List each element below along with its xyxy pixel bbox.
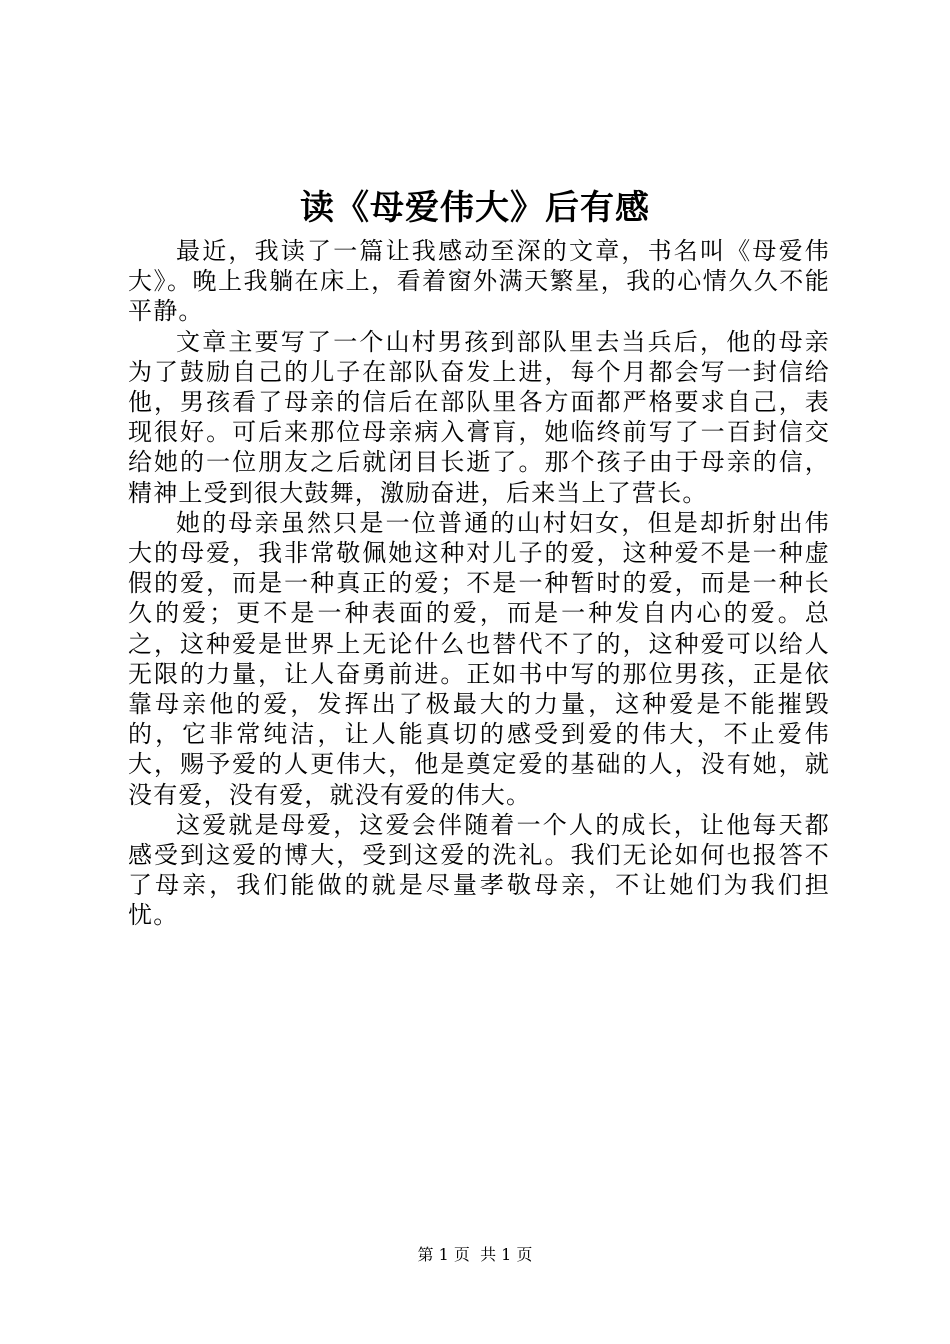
paragraph-4: 这爱就是母爱，这爱会伴随着一个人的成长，让他每天都感受到这爱的博大，受到这爱的洗礼。我们无论如何也报答不了母亲，我们能做的就是尽量孝敬母亲，不让她们为我们担忧。 (128, 810, 830, 930)
document-title: 读《母爱伟大》后有感 (300, 188, 650, 228)
page-number-label: 第 1 页 共 1 页 (417, 1245, 533, 1264)
document-body (128, 236, 830, 931)
paragraph-3: 她的母亲虽然只是一位普通的山村妇女，但是却折射出伟大的母爱，我非常敬佩她这种对儿子的爱，这种爱不是一种虚假的爱，而是一种真正的爱；不是一种暂时的爱，而是一种长久的爱；更不是一种表面的爱，而是一种发自内心的爱。总之，这种爱是世界上无论什么也替代不了的，这种爱可以给人无限的力量，让人奋勇前进。正如书中写的那位男孩，正是依靠母亲他的爱，发挥出了极最大的力量，这种爱是不能摧毁的，它非常纯洁，让人能真切的感受到爱的伟大，不止爱伟大，赐予爱的人更伟大，他是奠定爱的基础的人，没有她，就没有爱，没有爱，就没有爱的伟大。 (128, 508, 830, 809)
paragraph-1: 最近，我读了一篇让我感动至深的文章，书名叫《母爱伟大》。晚上我躺在床上，看着窗外满天繁星，我的心情久久不能平静。 (128, 237, 830, 326)
paragraph-2: 文章主要写了一个山村男孩到部队里去当兵后，他的母亲为了鼓励自己的儿子在部队奋发上进，每个月都会写一封信给他，男孩看了母亲的信后在部队里各方面都严格要求自己，表现很好。可后来那位母亲病入膏肓，她临终前写了一百封信交给她的一位朋友之后就闭目长逝了。那个孩子由于母亲的信，精神上受到很大鼓舞，激励奋进，后来当上了营长。 (128, 327, 830, 507)
page-footer (0, 1244, 950, 1266)
